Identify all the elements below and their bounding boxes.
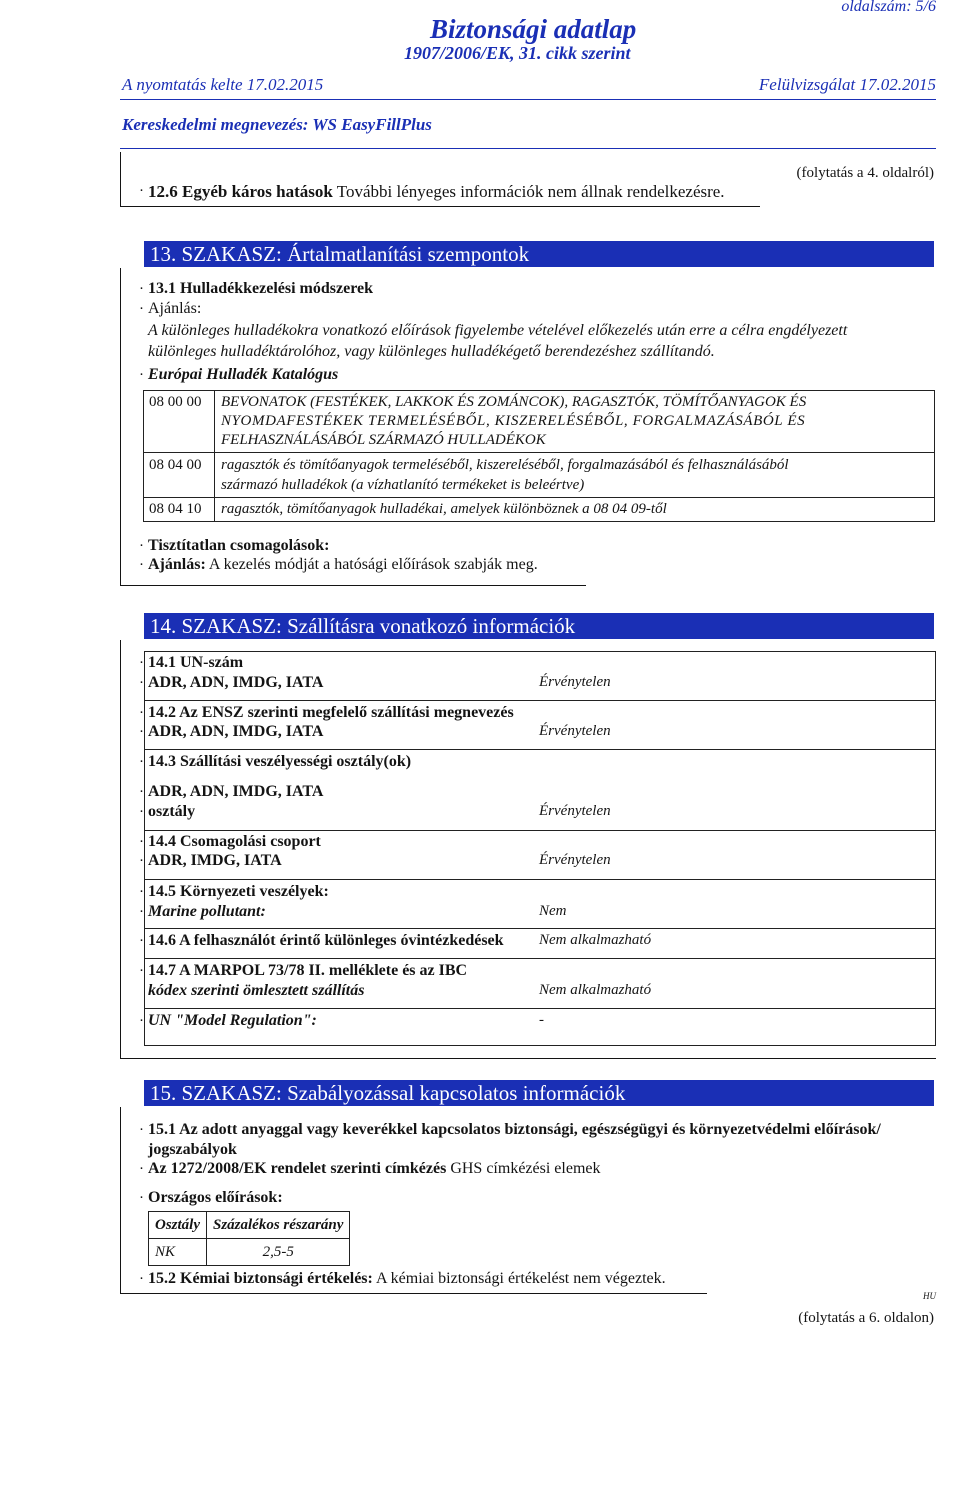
column-header: Százalékos részarány (207, 1212, 350, 1239)
table-header-row (149, 1212, 350, 1239)
un-model-regulation-label: UN "Model Regulation": (148, 1012, 317, 1029)
marine-pollutant-value: Nem (539, 903, 567, 919)
marpol-value: Nem alkalmazható (539, 982, 652, 998)
revision-date: Felülvizsgálat 17.02.2015 (758, 75, 936, 94)
s14-bottom-line (120, 1058, 936, 1059)
national-regs-table (148, 1211, 350, 1266)
s13-1-title: 13.1 Hulladékkezelési módszerek (148, 280, 374, 297)
table-row (149, 1239, 350, 1266)
left-margin-line (120, 152, 121, 207)
waste-code: 08 04 00 (149, 457, 202, 473)
product-divider (120, 148, 936, 149)
transport-value: Érvénytelen (539, 852, 611, 868)
s14-left-line (120, 640, 121, 1059)
waste-desc: BEVONATOK (FESTÉKEK, LAKKOK ÉS ZOMÁNCOK), RAGASZTÓK, TÖMÍTŐANYAGOK ÉS (221, 394, 807, 410)
s14-4-label: 14.4 Csomagolási csoport (148, 833, 321, 850)
waste-code: 08 00 00 (149, 394, 202, 410)
marine-pollutant-label: Marine pollutant: (148, 903, 266, 920)
national-regs-label: Országos előírások: (148, 1189, 283, 1206)
waste-desc: származó hulladékok (a vízhatlanító termékeket is beleértve) (221, 477, 585, 493)
packaging-recommendation: Ajánlás: A kezelés módját a hatósági előírások szabják meg. (148, 556, 538, 573)
recommendation-line-1: A különleges hulladékokra vonatkozó előírások figyelembe vételével előkezelés után erre a célra engdélyezett (148, 322, 848, 339)
waste-desc: ragasztók, tömítőanyagok hulladékai, amelyek különböznek a 08 04 09-től (221, 501, 667, 517)
clp-labelling: Az 1272/2008/EK rendelet szerinti címkézés GHS címkézési elemek (148, 1160, 601, 1177)
recommendation-label: Ajánlás: (148, 300, 202, 317)
section-14-header: 14. SZAKASZ: Szállításra vonatkozó információk (144, 613, 934, 639)
table-cell: NK (149, 1239, 207, 1266)
packaging-label: Tisztítatlan csomagolások: (148, 537, 330, 554)
s13-bottom-line (120, 585, 586, 586)
section-15-header: 15. SZAKASZ: Szabályozással kapcsolatos információk (144, 1080, 934, 1106)
header-divider (120, 99, 936, 100)
page-number: oldalszám: 5/6 (841, 0, 936, 15)
un-model-regulation-value: - (539, 1012, 544, 1028)
document-title: Biztonsági adatlap (430, 14, 637, 44)
transport-value: Érvénytelen (539, 803, 611, 819)
column-header: Osztály (149, 1212, 207, 1239)
transport-modes: ADR, ADN, IMDG, IATA (148, 783, 324, 800)
s13-left-line (120, 268, 121, 586)
continuation-to: (folytatás a 6. oldalon) (798, 1310, 934, 1326)
transport-modes: ADR, ADN, IMDG, IATA (148, 674, 324, 691)
continuation-from: (folytatás a 4. oldalról) (796, 165, 934, 181)
transport-modes: ADR, IMDG, IATA (148, 852, 282, 869)
s15-1-label: 15.1 Az adott anyaggal vagy keverékkel kapcsolatos biztonsági, egészségügyi és környezetvédelmi előírások/ (148, 1121, 881, 1138)
waste-desc: NYOMDAFESTÉKEK TERMELÉSÉBŐL, KISZERELÉSÉBŐL, FORGALMAZÁSÁBÓL ÉS (221, 413, 806, 429)
language-code: HU (923, 1291, 936, 1301)
s14-3-label: 14.3 Szállítási veszélyességi osztály(ok) (148, 753, 412, 770)
document-subtitle: 1907/2006/EK, 31. cikk szerint (404, 43, 631, 63)
table-cell: 2,5-5 (207, 1239, 350, 1266)
transport-value: Érvénytelen (539, 674, 611, 690)
s14-6-label: 14.6 A felhasználót érintő különleges óvintézkedések (148, 932, 504, 949)
s12-bottom-line (120, 206, 760, 207)
waste-desc: ragasztók és tömítőanyagok termeléséből, kiszereléséből, forgalmazásából és felhasználásából (221, 457, 789, 473)
s15-1-label-line-2: jogszabályok (148, 1141, 237, 1158)
s15-left-line (120, 1107, 121, 1294)
s14-7-label-line-2: kódex szerinti ömlesztett szállítás (148, 982, 365, 999)
waste-code: 08 04 10 (149, 501, 202, 517)
waste-desc: FELHASZNÁLÁSÁBÓL SZÁRMAZÓ HULLADÉKOK (221, 432, 546, 448)
catalogue-label: Európai Hulladék Katalógus (148, 366, 339, 383)
transport-modes: ADR, ADN, IMDG, IATA (148, 723, 324, 740)
precautions-value: Nem alkalmazható (539, 932, 652, 948)
s15-bottom-line (120, 1293, 707, 1294)
class-label: osztály (148, 803, 196, 820)
recommendation-line-2: különleges hulladéktárolóhoz, vagy különleges hulladékégető berendezéshez szállítandó. (148, 343, 715, 360)
print-date: A nyomtatás kelte 17.02.2015 (122, 75, 324, 94)
s14-1-label: 14.1 UN-szám (148, 654, 244, 671)
s14-5-label: 14.5 Környezeti veszélyek: (148, 883, 329, 900)
s14-2-label: 14.2 Az ENSZ szerinti megfelelő szállítási megnevezés (148, 704, 514, 721)
s14-7-label: 14.7 A MARPOL 73/78 II. melléklete és az IBC (148, 962, 468, 979)
s12-6-text: 12.6 Egyéb káros hatások További lényeges információk nem állnak rendelkezésre. (148, 182, 725, 201)
product-name: Kereskedelmi megnevezés: WS EasyFillPlus (122, 115, 432, 134)
chemical-safety-assessment: 15.2 Kémiai biztonsági értékelés: A kémiai biztonsági értékelést nem végeztek. (148, 1270, 666, 1287)
transport-value: Érvénytelen (539, 723, 611, 739)
section-13-header: 13. SZAKASZ: Ártalmatlanítási szempontok (144, 241, 934, 267)
